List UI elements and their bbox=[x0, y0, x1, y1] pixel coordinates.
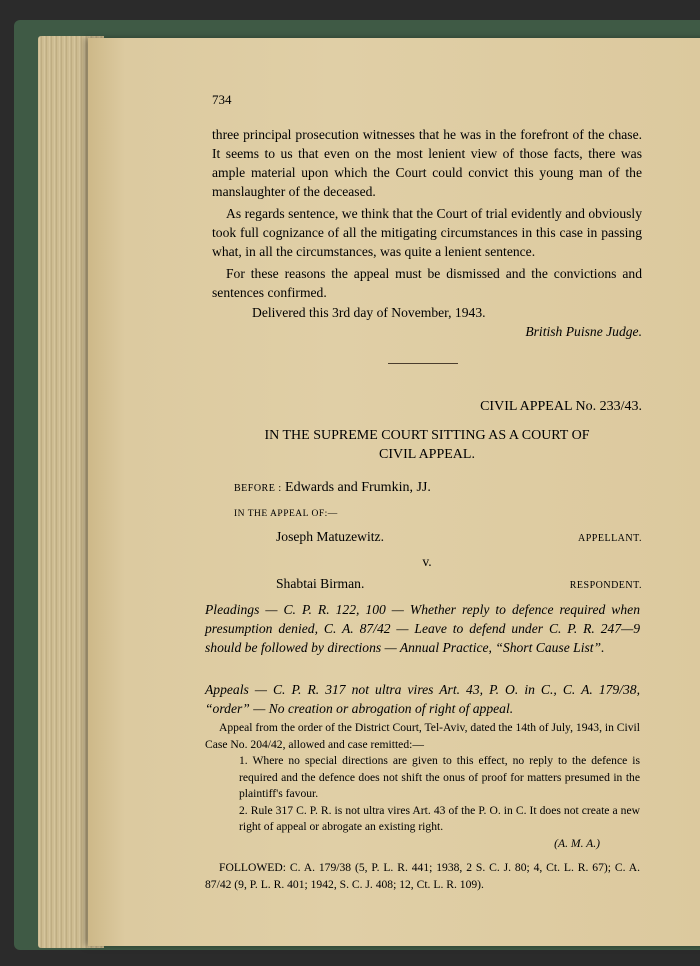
appellant-role: APPELLANT. bbox=[578, 533, 642, 544]
summary-block bbox=[205, 720, 640, 893]
summary-intro: Appeal from the order of the District Court, Tel-Aviv, dated the 14th of July, 1943, in Civil Case No. 204/42, allowed and case remitted:— bbox=[205, 721, 640, 751]
versus: v. bbox=[422, 554, 432, 569]
respondent-name: Shabtai Birman. bbox=[276, 576, 365, 591]
summary-point-1: 1. Where no special directions are given to this effect, no reply to the defence is required and the defence does not shift the onus of proof for matters presumed in the plaintiff's favour. bbox=[239, 754, 640, 800]
paragraph-1: three principal prosecution witnesses that he was in the forefront of the chase. It seems to us that even on the most lenient view of those facts, there was ample material upon which the Court could convict this young man of the manslaughter of the deceased. bbox=[212, 127, 642, 199]
appellant-name: Joseph Matuzewitz. bbox=[276, 529, 384, 544]
summary-initials: (A. M. A.) bbox=[554, 836, 600, 850]
respondent-row bbox=[212, 574, 642, 595]
paragraph-2: As regards sentence, we think that the Court of trial evidently and obviously took full cognizance of all the mitigating circumstances in this case in passing what, in all the circumstances, was quite a lenient sentence. bbox=[212, 206, 642, 259]
court-line-1: IN THE SUPREME COURT SITTING AS A COURT OF bbox=[264, 428, 590, 443]
followed-citations: FOLLOWED: C. A. 179/38 (5, P. L. R. 441; 1938, 2 S. C. J. 80; 4, Ct. L. R. 67); C. A. 87/42 (9, P. L. R. 401; 1942, S. C. J. 408; 12, Ct. L. R. 109). bbox=[205, 861, 640, 891]
judge-signature: British Puisne Judge. bbox=[525, 324, 642, 339]
before-label: BEFORE : bbox=[234, 483, 282, 494]
summary-point-2: 2. Rule 317 C. P. R. is not ultra vires Art. 43 of the P. O. in C. It does not create a new right of appeal or abrogate an existing right. bbox=[239, 803, 640, 833]
section-divider bbox=[388, 363, 458, 364]
headnote-pleadings: Pleadings — C. P. R. 122, 100 — Whether reply to defence required when presumption denied, C. A. 87/42 — Leave to defend under C. P. R. 247—9 should be followed by directions — Annual Practice, “Short Cause List”. bbox=[205, 602, 640, 655]
before-judges: Edwards and Frumkin, JJ. bbox=[285, 480, 431, 495]
delivered-line: Delivered this 3rd day of November, 1943. bbox=[252, 305, 486, 320]
respondent-role: RESPONDENT. bbox=[569, 580, 642, 591]
judgment-continuation bbox=[212, 125, 642, 341]
court-line-2: CIVIL APPEAL. bbox=[379, 447, 475, 462]
paragraph-3: For these reasons the appeal must be dismissed and the convictions and sentences confirmed. bbox=[212, 266, 642, 300]
appellant-row bbox=[212, 527, 642, 548]
case-number: CIVIL APPEAL No. 233/43. bbox=[480, 399, 642, 414]
court-heading bbox=[212, 426, 642, 464]
appeal-of-label: IN THE APPEAL OF:— bbox=[234, 509, 338, 519]
headnote-appeals: Appeals — C. P. R. 317 not ultra vires Art. 43, P. O. in C., C. A. 179/38, “order” — No creation or abrogation of right of appeal. bbox=[205, 682, 640, 716]
page-number: 734 bbox=[212, 92, 232, 107]
before-line bbox=[234, 477, 634, 498]
